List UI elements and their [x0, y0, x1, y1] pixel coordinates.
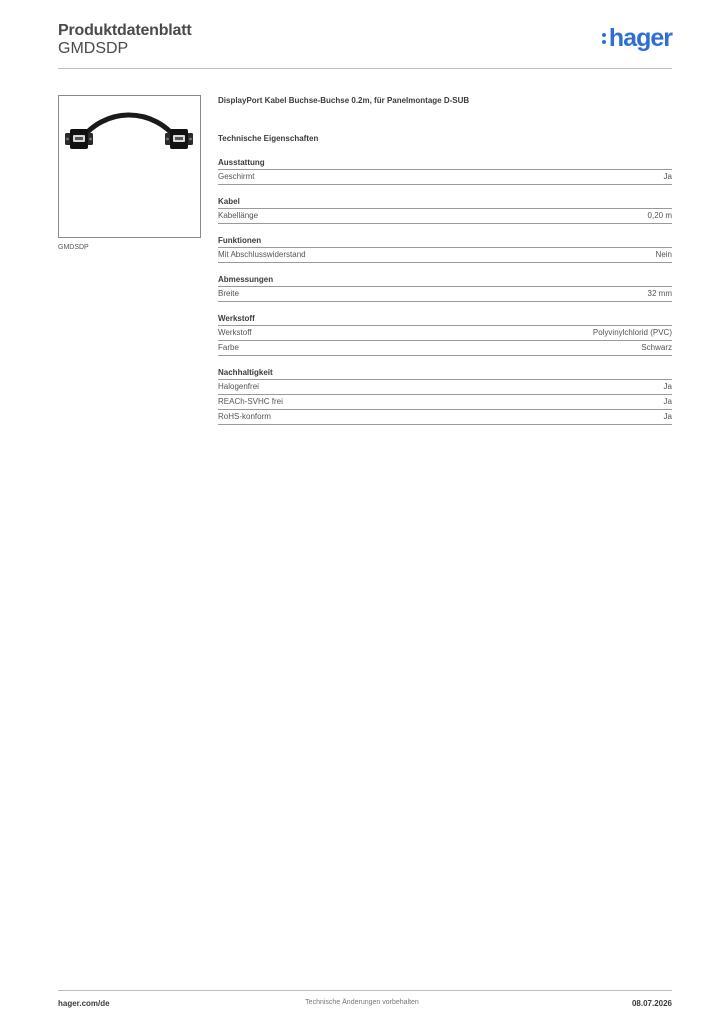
- spec-row: [218, 395, 672, 410]
- spec-group: [218, 197, 672, 224]
- spec-label: Mit Abschlusswiderstand: [218, 250, 306, 259]
- header-divider: [58, 68, 672, 69]
- spec-label: RoHS-konform: [218, 412, 271, 421]
- spec-group: [218, 314, 672, 356]
- spec-value: Ja: [663, 412, 672, 421]
- spec-group-title: Kabel: [218, 197, 672, 209]
- spec-label: Kabellänge: [218, 211, 259, 220]
- footer-notice: Technische Änderungen vorbehalten: [305, 999, 419, 1006]
- spec-row: [218, 209, 672, 224]
- spec-row: [218, 248, 672, 263]
- image-caption: GMDSDP: [58, 244, 89, 251]
- spec-row: [218, 410, 672, 425]
- spec-group-title: Werkstoff: [218, 314, 672, 326]
- spec-content: [218, 96, 672, 425]
- spec-row: [218, 380, 672, 395]
- product-description: DisplayPort Kabel Buchse-Buchse 0.2m, für Panelmontage D-SUB: [218, 96, 470, 105]
- product-code: GMDSDP: [58, 40, 129, 57]
- footer-date: 08.07.2026: [631, 999, 672, 1008]
- spec-label: REACh-SVHC frei: [218, 397, 283, 406]
- section-heading: Technische Eigenschaften: [218, 134, 319, 143]
- spec-value: Polyvinylchlorid (PVC): [592, 328, 672, 337]
- spec-row: [218, 341, 672, 356]
- hager-logo: [602, 26, 672, 51]
- spec-group-title: Funktionen: [218, 236, 672, 248]
- spec-group-title: Abmessungen: [218, 275, 672, 287]
- spec-value: Ja: [663, 382, 672, 391]
- spec-group-title: Ausstattung: [218, 158, 672, 170]
- product-image: [58, 95, 201, 238]
- spec-row: [218, 326, 672, 341]
- spec-label: Breite: [218, 289, 239, 298]
- spec-value: 0,20 m: [647, 211, 672, 220]
- spec-group: [218, 275, 672, 302]
- spec-group-title: Nachhaltigkeit: [218, 368, 672, 380]
- logo-dots-icon: [602, 33, 606, 44]
- spec-label: Geschirmt: [218, 172, 255, 181]
- spec-group: [218, 236, 672, 263]
- spec-row: [218, 287, 672, 302]
- spec-label: Halogenfrei: [218, 382, 259, 391]
- spec-row: [218, 170, 672, 185]
- footer-divider: [58, 990, 672, 991]
- document-title: Produktdatenblatt: [58, 22, 192, 39]
- spec-value: 32 mm: [647, 289, 672, 298]
- spec-group: [218, 158, 672, 185]
- spec-label: Werkstoff: [218, 328, 252, 337]
- spec-label: Farbe: [218, 343, 239, 352]
- cable-illustration: [59, 96, 200, 237]
- spec-group: [218, 368, 672, 425]
- logo-wordmark: hager: [608, 24, 672, 52]
- spec-value: Nein: [655, 250, 672, 259]
- footer-website[interactable]: hager.com/de: [58, 999, 110, 1008]
- spec-value: Ja: [663, 397, 672, 406]
- spec-groups: [218, 158, 672, 425]
- spec-value: Ja: [663, 172, 672, 181]
- page-header: [58, 20, 672, 68]
- spec-value: Schwarz: [641, 343, 672, 352]
